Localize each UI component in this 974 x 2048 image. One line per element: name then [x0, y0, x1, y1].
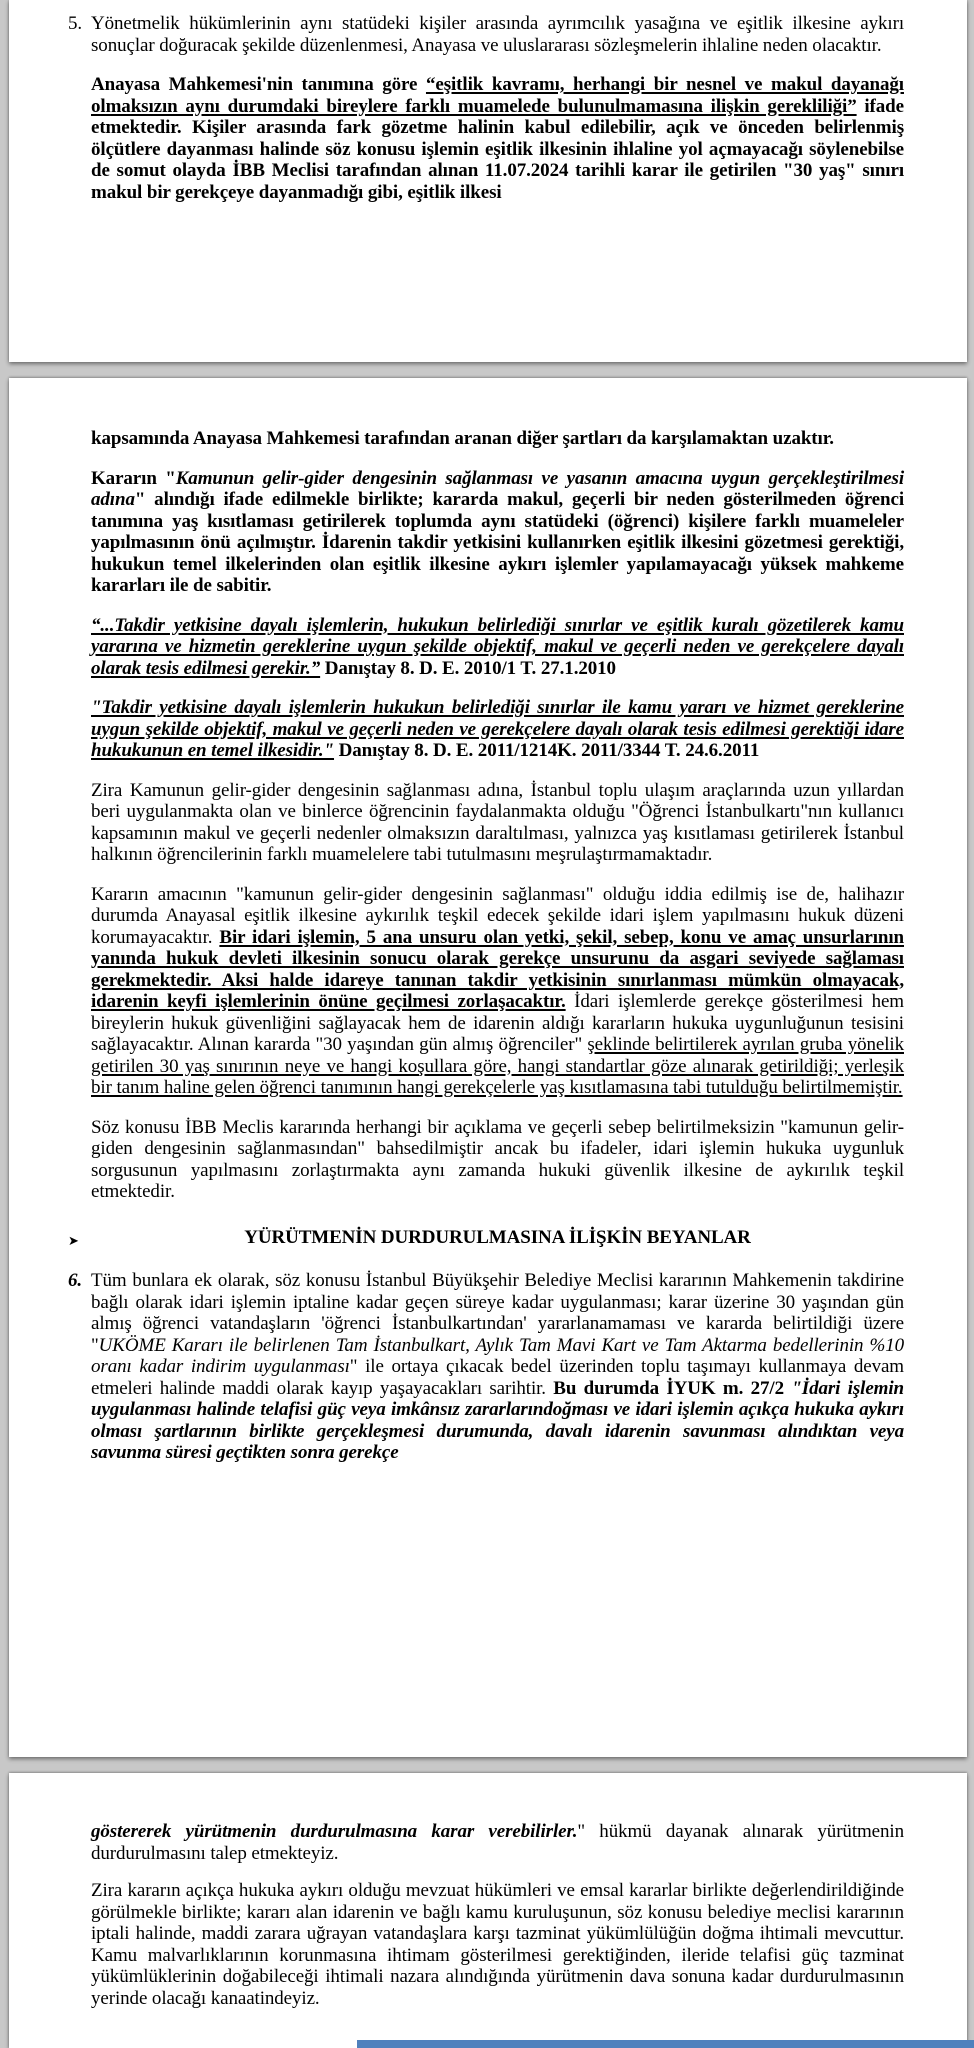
- text-segment: “eşitlik kavramı, herhangi bir nesnel ve makul dayanağı olmaksızın aynı durumdaki bireylere farklı muamelede bulunulmamasına ilişkin gerekliliği”: [91, 74, 904, 117]
- text-segment: Kamunun gelir-gider dengesinin sağlanması ve yasanın amacına uygun gerçekleştirilmesi adına: [91, 467, 904, 510]
- text-segment: "İdari işlemin uygulanması halinde telafisi güç veya imkânsız zararlarındoğması ve idari işlemin açıkça hukuka aykırı olması şartlarının birlikte gerçekleşmesi durumunda, davalı idarenin savunması alındıktan veya savunma süresi geçtikten sonra gerekçe: [91, 1377, 904, 1463]
- text-segment: “...Takdir yetkisine dayalı işlemlerin, hukukun belirlediği sınırlar ve eşitlik kuralı gözetilerek kamu yararına ve hizmetin gereklerine uygun şekilde objektif, makul ve geçerli neden ve gerekçelere dayalı olarak tesis edilmesi gerekir.”: [91, 614, 904, 679]
- text-segment: İdari işlemlerde gerekçe gösterilmesi hem bireylerin hukuk güvenliğini sağlayacak hem de idarenin aldığı kararların hukuka uygunluğunun tesisini sağlayacaktır. Alınan kararda "30 yaşından gün almış öğrenciler": [91, 991, 904, 1055]
- text-segment: " hükmü dayanak alınarak yürütmenin durdurulmasını talep etmekteyiz.: [91, 1821, 904, 1864]
- text-segment: ifade etmektedir. Kişiler arasında fark gözetme halinin kabul edilebilir, açık ve önceden belirlenmiş ölçütlere dayanması halinde söz konusu işlemin eşitlik ilkesinin ihlaline yol açmayacağı söylenebilse de somut olayda İBB Meclisi tarafından alınan 11.07.2024 tarihli karar ile getirilen "30 yaş" sınırı makul bir gerekçeye dayanmadığı gibi, eşitlik ilkesi: [91, 95, 904, 203]
- page-gap: [0, 1757, 974, 1773]
- page-3-content: [9, 1773, 967, 2009]
- paragraph: [91, 615, 904, 680]
- section-heading-text: YÜRÜTMENİN DURDURULMASINA İLİŞKİN BEYANLAR: [244, 1226, 751, 1248]
- text-segment: göstererek yürütmenin durdurulmasına karar verebilirler.: [91, 1821, 578, 1842]
- paragraph: [91, 428, 904, 450]
- text-segment: şeklinde belirtilerek ayrılan gruba yönelik getirilen 30 yaş sınırının neye ve hangi koşullara göre, hangi standartlar göze alınarak getirildiği; yerleşik bir tanım haline gelen öğrenci tanımının hangi gerekçelerle yaş kısıtlamasına tabi tutulduğu belirtilmemiştir.: [91, 1034, 904, 1098]
- list-number: 5.: [68, 13, 83, 34]
- page-gap: [0, 362, 974, 378]
- document-page-1: [9, 0, 967, 362]
- document-page-2: [9, 378, 967, 1757]
- page-1-content: [9, 0, 967, 203]
- numbered-paragraph: [68, 1270, 904, 1464]
- text-segment: " ile ortaya çıkacak bedel üzerinden toplu taşımayı kullanmaya devam etmeleri halinde maddi olarak kayıp yaşayacakları sarihtir.: [91, 1356, 904, 1399]
- text-segment: Yönetmelik hükümlerinin aynı statüdeki kişiler arasında ayrımcılık yasağına ve eşitlik ilkesine aykırı sonuçlar doğuracak şekilde düzenlenmesi, Anayasa ve uluslararası sözleşmelerin ihlaline neden olacaktır.: [91, 13, 904, 56]
- text-segment: Bir idari işlemin, 5 ana unsuru olan yetki, şekil, sebep, konu ve amaç unsurlarının yanında hukuk devleti ilkesinin sonucu olarak gerekçe unsurunu da asgari seviyede sağlaması gerekmektedir. Aksi halde idareye tanınan takdir yetkisinin sınırlanması mümkün olmayacak, idarenin keyfi işlemlerinin önüne geçilmesi zorlaşacaktır.: [91, 926, 904, 1012]
- section-heading: [68, 1226, 904, 1249]
- text-segment: kapsamında Anayasa Mahkemesi tarafından aranan diğer şartları da karşılamaktan uzaktır.: [91, 428, 834, 449]
- paragraph: [91, 884, 904, 1099]
- text-segment: Danıştay 8. D. E. 2010/1 T. 27.1.2010: [320, 657, 616, 679]
- arrow-bullet-icon: ➤: [68, 1232, 79, 1248]
- text-segment: Zira kararın açıkça hukuka aykırı olduğu mevzuat hükümleri ve emsal kararlar birlikte değerlendirildiğinde görülmekle birlikte; kararı alan idarenin ve bağlı kamu kuruluşunun, söz konusu belediye meclisi kararının iptali halinde, maddi zarara uğrayan vatandaşlara karşı tazminat yükümlülüğün doğma ihtimali mevcuttur. Kamu malvarlıklarının korunmasına ihtimam gösterilmesi gerektiğinden, ileride telafisi güç tazminat yükümlüklerinin doğabileceği ihtimali nazara alındığında yürütmenin dava sonuna kadar durdurulmasının yerinde olacağı kanaatindeyiz.: [91, 1880, 904, 2009]
- text-segment: Kararın amacının "kamunun gelir-gider dengesinin sağlanması" olduğu iddia edilmiş ise de, halihazır durumda Anayasal eşitlik ilkesine aykırılık teşkil edecek şekilde idari işlem yapılmasını hukuk düzeni korumayacaktır.: [91, 883, 904, 948]
- page-2-content: [9, 378, 967, 1464]
- paragraph: [91, 780, 904, 866]
- text-segment: UKÖME Kararı ile belirlenen Tam İstanbulkart, Aylık Tam Mavi Kart ve Tam Aktarma bedellerinin %10 oranı kadar indirim uygulanması: [91, 1334, 904, 1377]
- paragraph: [91, 74, 904, 203]
- text-segment: Zira Kamunun gelir-gider dengesinin sağlanması adına, İstanbul toplu ulaşım araçlarında uzun yıllardan beri uygulanmakta olan ve binlerce öğrencinin faydalanmakta olduğu "Öğrenci İstanbulkartı"nın kullanıcı kapsamının makul ve geçerli nedenler olmaksızın daraltılması, yalnızca yaş kısıtlaması getirilerek İstanbul halkının öğrencilerinin farklı muamelelere tabi tutulmasını meşrulaştırmamaktadır.: [91, 779, 904, 865]
- numbered-paragraph: [68, 13, 904, 56]
- paragraph: [91, 1880, 904, 2009]
- text-segment: Kararın ": [91, 467, 176, 489]
- paragraph: [91, 468, 904, 597]
- text-segment: Bu durumda İYUK m. 27/2: [553, 1377, 792, 1399]
- document-page-3: [9, 1773, 967, 2048]
- text-segment: Danıştay 8. D. E. 2011/1214K. 2011/3344 T. 24.6.2011: [334, 740, 760, 761]
- text-segment: Tüm bunlara ek olarak, söz konusu İstanbul Büyükşehir Belediye Meclisi kararının Mahkemenin takdirine bağlı olarak idari işlemin iptaline kadar geçen süreye kadar uygulanması; karar üzerine 30 yaşından gün almış öğrenci vatandaşların 'öğrenci İstanbulkartından' yararlanamaması ve kararda belirtildiği üzere ": [91, 1270, 904, 1356]
- paragraph: [91, 1821, 904, 1864]
- text-segment: Anayasa Mahkemesi'nin tanımına göre: [91, 74, 426, 95]
- paragraph: [91, 1117, 904, 1203]
- text-segment: "Takdir yetkisine dayalı işlemlerin hukukun belirlediği sınırlar ile kamu yararı ve hizmet gereklerine uygun şekilde objektif, makul ve geçerli neden ve gerekçelere dayalı olarak tesis edilmesi gerektiği idare hukukunun en temel ilkesidir.": [91, 697, 904, 761]
- list-number: 6.: [68, 1270, 83, 1291]
- bottom-blue-strip: [357, 2040, 974, 2048]
- text-segment: " alındığı ifade edilmekle birlikte; kararda makul, geçerli bir neden gösterilmeden öğrenci tanımına yaş kısıtlaması getirilerek toplumda aynı statüdeki (öğrenci) kişilere farklı muameleler yapılmasının önü açılmıştır. İdarenin takdir yetkisini kullanırken eşitlik ilkesini gözetmesi gerektiği, hukukun temel ilkelerinden olan eşitlik ilkesine aykırı işlemler yapılamayacağı yüksek mahkeme kararları ile de sabitir.: [91, 489, 904, 596]
- paragraph: [91, 697, 904, 762]
- text-segment: Söz konusu İBB Meclis kararında herhangi bir açıklama ve geçerli sebep belirtilmeksizin "kamunun gelir-giden dengesinin sağlanmasından" bahsedilmiştir ancak bu ifadeler, idari işlemin hukuka uygunluk sorgusunun yapılmasını zorlaştırmakta aynı zamanda hukuki güvenlik ilkesine de aykırılık teşkil etmektedir.: [91, 1116, 904, 1202]
